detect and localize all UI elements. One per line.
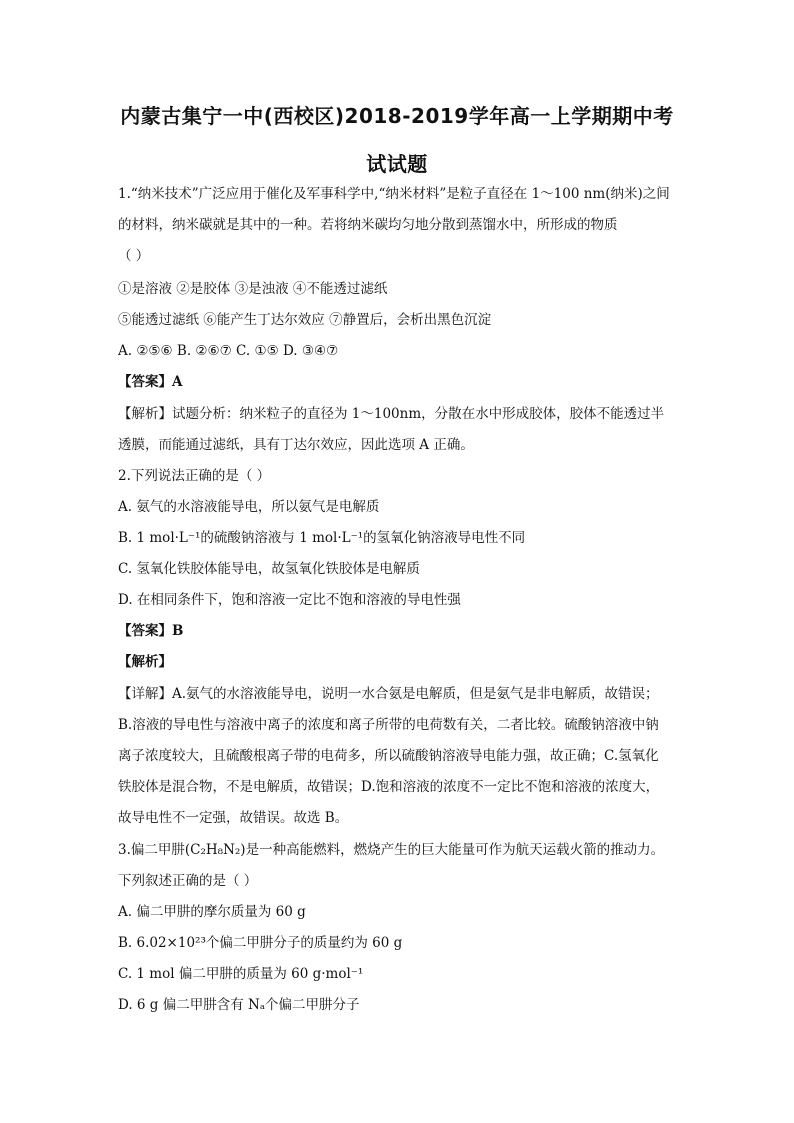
q2-option-b: B. 1 mol·L⁻¹的硫酸钠溶液与 1 mol·L⁻¹的氢氧化钠溶液导电性不同 [118,530,526,546]
q2-option-a: A. 氨气的水溶液能导电，所以氨气是电解质 [118,499,380,515]
q2-detail-line-3: 离子浓度较大，且硫酸根离子带的电荷多，所以硫酸钠溶液导电能力强，故正确；C.氢氧化 [118,748,659,764]
q3-option-c: C. 1 mol 偏二甲肼的质量为 60 g·mol⁻¹ [118,966,364,982]
q2-detail-line-2: B.溶液的导电性与溶液中离子的浓度和离子所带的电荷数有关，二者比较。硫酸钠溶液中钠 [118,717,659,733]
q1-options-row-1: ①是溶液 ②是胶体 ③是浊液 ④不能透过滤纸 [118,281,388,297]
q2-detail-line-1: 【详解】A.氨气的水溶液能导电，说明一水合氨是电解质，但是氨气是非电解质，故错误； [118,686,659,702]
q1-analysis-line-2: 透膜，而能通过滤纸，具有丁达尔效应，因此选项 A 正确。 [118,437,474,453]
q1-line-2: 的材料，纳米碳就是其中的一种。若将纳米碳均匀地分散到蒸馏水中，所形成的物质 [118,217,618,233]
q1-paren: （ ） [118,248,150,264]
q1-analysis-line-1: 【解析】试题分析：纳米粒子的直径为 1～100nm，分散在水中形成胶体，胶体不能透过半 [118,406,665,422]
q3-stem-line-1: 3.偏二甲肼(C₂H₈N₂)是一种高能燃料，燃烧产生的巨大能量可作为航天运载火箭的推动力。 [118,842,665,858]
document-title-line-2: 试试题 [366,152,428,176]
q3-option-a: A. 偏二甲肼的摩尔质量为 60 g [118,904,306,920]
q2-stem: 2.下列说法正确的是（ ） [118,468,271,484]
q2-analysis-heading: 【解析】 [118,654,172,670]
q2-detail-line-4: 铁胶体是混合物，不是电解质，故错误；D.饱和溶液的浓度不一定比不饱和溶液的浓度大， [118,779,660,795]
q1-choices: A. ②⑤⑥ B. ②⑥⑦ C. ①⑤ D. ③④⑦ [118,343,339,359]
q2-option-d: D. 在相同条件下，饱和溶液一定比不饱和溶液的导电性强 [118,592,461,608]
document-title-line-1: 内蒙古集宁一中(西校区)2018-2019学年高一上学期期中考 [120,104,674,128]
q2-detail-line-5: 故导电性不一定强，故错误。故选 B。 [118,810,349,826]
q1-options-row-2: ⑤能透过滤纸 ⑥能产生丁达尔效应 ⑦静置后，会析出黑色沉淀 [118,312,492,328]
q1-answer: 【答案】A [118,374,183,390]
q2-answer: 【答案】B [118,623,184,639]
q3-stem-line-2: 下列叙述正确的是（ ） [118,873,258,889]
q3-option-d: D. 6 g 偏二甲肼含有 Nₐ个偏二甲肼分子 [118,997,360,1013]
q3-option-b: B. 6.02×10²³个偏二甲肼分子的质量约为 60 g [118,935,403,951]
q2-option-c: C. 氢氧化铁胶体能导电，故氢氧化铁胶体是电解质 [118,561,420,577]
q1-line-1: 1.“纳米技术”广泛应用于催化及军事科学中,“纳米材料”是粒子直径在 1～100 nm(纳米)之间 [118,186,670,202]
